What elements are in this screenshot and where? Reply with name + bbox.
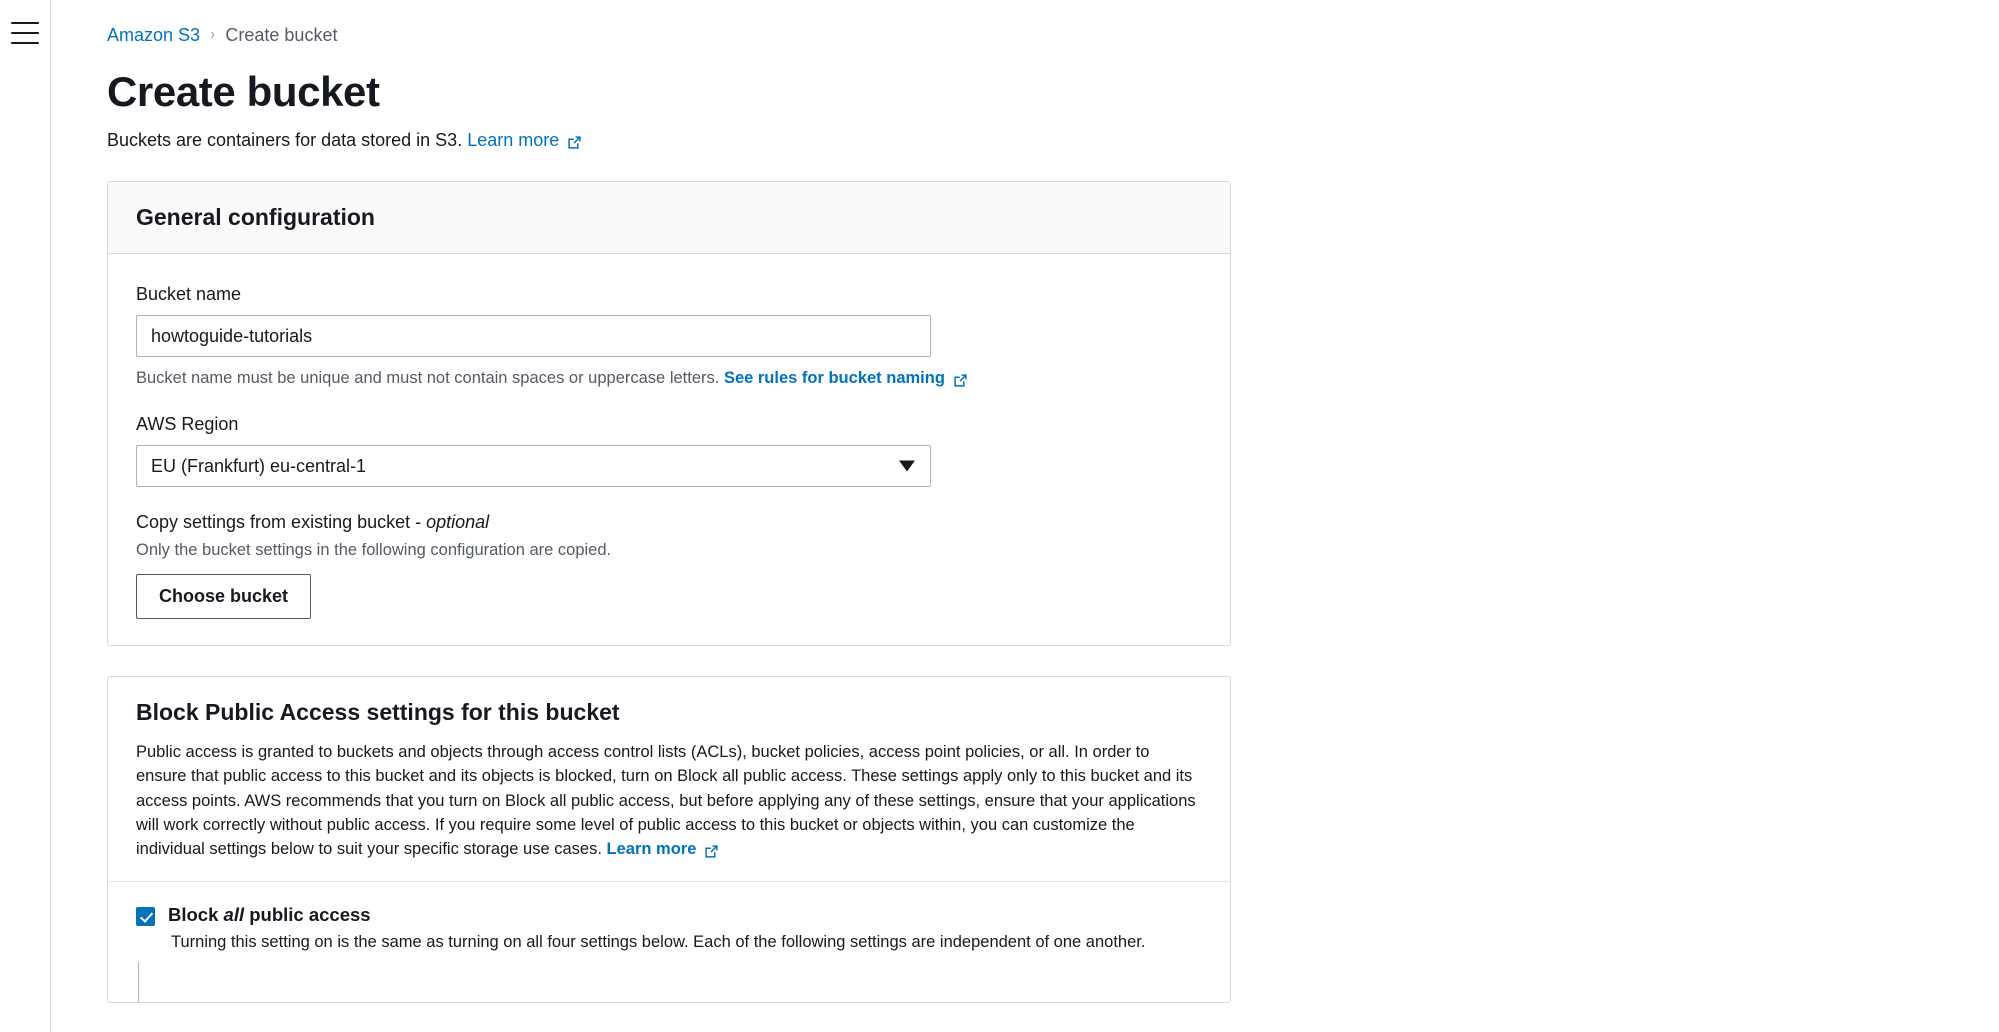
hamburger-menu-icon[interactable] bbox=[11, 22, 39, 44]
choose-bucket-button[interactable]: Choose bucket bbox=[136, 574, 311, 619]
learn-more-label: Learn more bbox=[606, 840, 697, 858]
breadcrumb bbox=[107, 0, 1999, 45]
block-all-label-post: public access bbox=[244, 904, 371, 926]
breadcrumb-item-create-bucket: Create bucket bbox=[225, 24, 338, 45]
block-all-public-access-texts bbox=[168, 904, 371, 926]
copy-settings-help: Only the bucket settings in the following configuration are copied. bbox=[136, 541, 612, 559]
left-nav-rail bbox=[0, 0, 51, 1032]
general-configuration-panel bbox=[107, 181, 1231, 646]
general-configuration-header bbox=[108, 182, 1230, 254]
general-configuration-body bbox=[108, 254, 1230, 645]
bucket-naming-rules-link[interactable] bbox=[724, 369, 969, 388]
block-all-public-access-row bbox=[108, 882, 1230, 926]
block-public-access-description-section bbox=[108, 677, 1230, 882]
nested-settings-rule bbox=[138, 962, 1230, 1002]
page-subtitle-text: Buckets are containers for data stored in S3. bbox=[107, 130, 463, 150]
aws-region-select-wrapper bbox=[136, 445, 931, 487]
page-title: Create bucket bbox=[107, 68, 380, 115]
block-public-access-description bbox=[136, 740, 1201, 861]
aws-region-label: AWS Region bbox=[136, 414, 239, 434]
block-all-label-pre: Block bbox=[168, 904, 224, 926]
copy-settings-label bbox=[136, 512, 1202, 533]
block-public-access-panel bbox=[107, 676, 1231, 1003]
main-content bbox=[51, 0, 1999, 1032]
aws-region-selected-value: EU (Frankfurt) eu-central-1 bbox=[151, 455, 367, 476]
external-link-icon bbox=[566, 134, 583, 151]
bucket-name-help bbox=[136, 369, 1202, 388]
bucket-name-label: Bucket name bbox=[136, 284, 242, 304]
copy-settings-optional-tag: optional bbox=[426, 512, 490, 532]
bucket-name-help-text: Bucket name must be unique and must not contain spaces or uppercase letters. bbox=[136, 369, 720, 387]
bucket-name-input[interactable] bbox=[136, 315, 931, 357]
learn-more-link-block-public-access[interactable] bbox=[607, 837, 721, 861]
bucket-naming-rules-label: See rules for bucket naming bbox=[723, 369, 945, 387]
block-all-public-access-label bbox=[168, 904, 371, 926]
page-subtitle bbox=[107, 130, 1999, 151]
block-all-public-access-checkbox[interactable] bbox=[136, 907, 155, 926]
external-link-icon bbox=[703, 843, 720, 860]
learn-more-link-intro[interactable] bbox=[467, 130, 583, 151]
learn-more-label: Learn more bbox=[467, 130, 560, 150]
block-public-access-description-text: Public access is granted to buckets and objects through access control lists (ACLs), bucket policies, access point policies, or all. In order to ensure that public access to this bucket and its objects is blocked, turn on Block all public access. These settings apply only to this bucket and its access points. AWS recommends that you turn on Block all public access, but before applying any of these settings, ensure that your applications will work correctly without public access. If you require some level of public access to this bucket or objects within, you can customize the individual settings below to suit your specific storage use cases. bbox=[136, 743, 1196, 858]
breadcrumb-separator-icon: › bbox=[210, 26, 215, 43]
external-link-icon bbox=[952, 372, 969, 389]
block-public-access-heading: Block Public Access settings for this bucket bbox=[136, 699, 620, 725]
block-all-label-emphasis: all bbox=[223, 904, 245, 926]
general-configuration-heading: General configuration bbox=[136, 204, 375, 230]
block-all-public-access-description: Turning this setting on is the same as turning on all four settings below. Each of the following settings are independent of one another. bbox=[171, 933, 1146, 952]
aws-region-select[interactable] bbox=[136, 445, 931, 487]
breadcrumb-item-amazon-s3[interactable]: Amazon S3 bbox=[107, 24, 201, 45]
copy-settings-label-text: Copy settings from existing bucket - bbox=[136, 512, 427, 532]
